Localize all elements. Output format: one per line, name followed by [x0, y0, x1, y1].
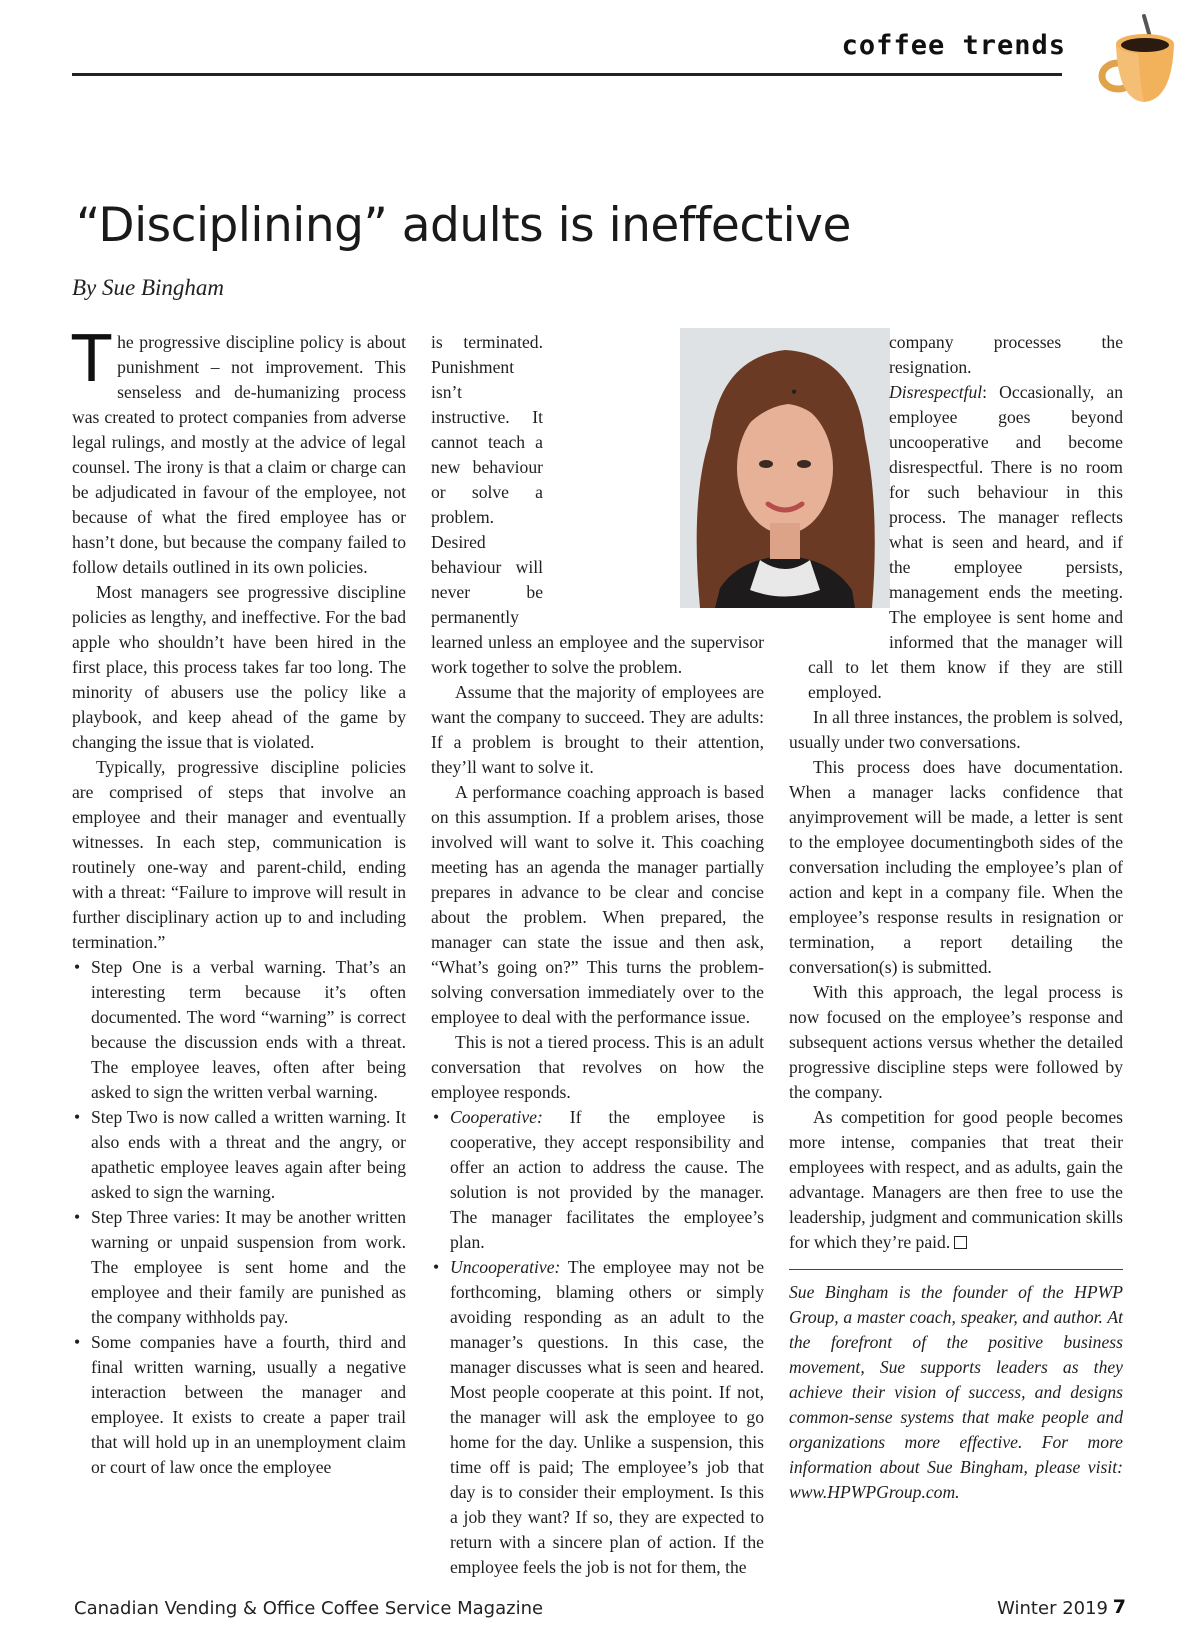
paragraph: A performance coaching approach is based on this assumption. If a problem arises, those involved will want to solve it. This coaching meeting has an agenda the manager partially prepares in advance to be clear and concise about the problem. When prepared, the manager can state the issue and then ask, “What’s going on?” This turns the problem-solving conversation immediately over to the employee to deal with the performance issue.: [431, 782, 764, 1027]
list-item: • Step One is a verbal warning. That’s an interesting term because it’s often documented. The word “warning” is correct because the discussion ends with a threat. The employee leaves, often after being asked to sign the written verbal warning.: [72, 955, 406, 1105]
author-bio: Sue Bingham is the founder of the HPWP Group, a master coach, speaker, and author. At the forefront of the positive business movement, Sue supports leaders as they achieve their vision of success, and designs common-sense systems that make people and organizations more effective. For more information about Sue Bingham, please visit: www.HPWPGroup.com.: [789, 1282, 1123, 1502]
paragraph: is terminated. Punishment isn’t instructive. It cannot teach a new behaviour or solve a problem. Desired behaviour will never be permanently learned unless an employee and the supervisor work together to solve the problem.: [431, 332, 764, 677]
paragraph: Typically, progressive discipline policies are comprised of steps that involve an employee and their manager and eventually witnesses. In each step, communication is routinely one-way and parent-child, ending with a threat: “Failure to improve will result in further disciplinary action up to and including termination.”: [72, 757, 406, 952]
paragraph: Most managers see progressive discipline policies as lengthy, and ineffective. For the bad apple who shouldn’t have been hired in the first place, this process takes far too long. The minority of abusers use the policy like a playbook, and keep ahead of the game by changing the issue that is violated.: [72, 582, 406, 752]
footer-publication: Canadian Vending & Office Coffee Service Magazine: [74, 1598, 544, 1619]
article-column-2: [431, 330, 764, 1580]
paragraph: Assume that the majority of employees are want the company to succeed. They are adults: If a problem is brought to their attention, they’ll want to solve it.: [431, 682, 764, 777]
list-item: • Step Two is now called a written warning. It also ends with a threat and the angry, or apathetic employee leaves again after being asked to sign the warning.: [72, 1105, 406, 1205]
coffee-mug-icon: [1082, 14, 1178, 106]
paragraph: This process does have documentation. When a manager lacks confidence that anyimprovement will be made, a letter is sent to the employee documentingboth sides of the conversation including the employee’s plan of action and kept in a company file. When the employee’s response results in resignation or termination, a report detailing the conversation(s) is submitted.: [789, 757, 1123, 977]
article-column-1: [72, 323, 406, 1480]
article-byline: By Sue Bingham: [72, 275, 225, 300]
list-item: • Disrespectful: Occasionally, an employee goes beyond uncooperative and become disrespectful. There is no room for such behaviour in this process. The manager reflects what is seen and heard, and if the employee persists, management ends the meeting. The employee is sent home and informed that the manager will call to let them know if they are still employed.: [789, 380, 1123, 705]
paragraph: In all three instances, the problem is solved, usually under two conversations.: [789, 707, 1123, 752]
list-item: • Uncooperative: The employee may not be forthcoming, blaming others or simply avoiding responding as an adult to the manager’s questions. In this case, the manager discusses what is seen and heared. Most people cooperate at this point. If not, the manager will ask the employee to go home for the day. Unlike a suspension, this time off is paid; The employee’s job that day is to consider their employment. Is this a job they want? If so, they are expected to return with a sincere plan of action. If the employee feels the job is not for them, the: [431, 1255, 764, 1580]
list-item: • Some companies have a fourth, third and final written warning, usually a negative interaction between the manager and employee. It exists to create a paper trail that will hold up in an unemployment claim or court of law once the employee: [72, 1330, 406, 1480]
header-rule: [72, 73, 1062, 76]
section-label: coffee trends: [841, 30, 1066, 61]
paragraph: As competition for good people becomes more intense, companies that treat their employees with respect, and as adults, gain the advantage. Managers are then free to use the leadership, judgment and communication skills for which they’re paid.: [789, 1107, 1123, 1252]
paragraph: With this approach, the legal process is now focused on the employee’s response and subsequent actions versus whether the detailed progressive discipline steps were followed by the company.: [789, 982, 1123, 1102]
footer-issue: Winter 2019: [997, 1598, 1108, 1619]
response-types-list: [431, 1105, 764, 1580]
article-title: “Disciplining” adults is ineffective: [76, 198, 851, 253]
list-item: • Cooperative: If the employee is cooperative, they accept responsibility and offer an action to address the cause. The solution is not provided by the manager. The manager facilitates the employee’s plan.: [431, 1105, 764, 1255]
discipline-steps-list: [72, 955, 406, 1480]
end-mark-icon: [954, 1236, 967, 1249]
list-item: • Step Three varies: It may be another written warning or unpaid suspension from work. The employee is sent home and the employee and their family are punished as the company withholds pay.: [72, 1205, 406, 1330]
drop-cap: T: [72, 323, 112, 397]
paragraph: The progressive discipline policy is about punishment – not improvement. This senseless and de-humanizing process was created to protect companies from adverse legal rulings, and mostly at the advice of legal counsel. The irony is that a claim or charge can be adjudicated in favour of the employee, not because of what the fired employee has or hasn’t done, but because the company failed to follow details outlined in its own policies.: [72, 323, 406, 577]
paragraph: company processes the resignation.: [889, 332, 1123, 377]
page-number: 7: [1112, 1596, 1126, 1618]
bio-divider: [789, 1269, 1123, 1270]
paragraph: This is not a tiered process. This is an adult conversation that revolves on how the employee responds.: [431, 1032, 764, 1102]
response-types-list-continued: [789, 380, 1123, 705]
article-column-3: [789, 330, 1123, 1505]
